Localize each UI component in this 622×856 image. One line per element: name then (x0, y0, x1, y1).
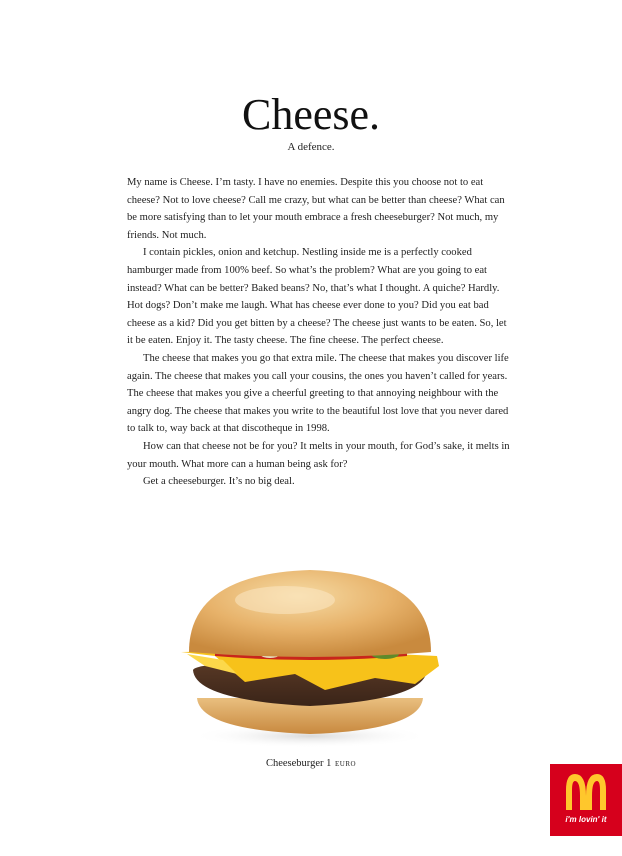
mcdonalds-logo (550, 764, 622, 836)
body-paragraph: My name is Cheese. I’m tasty. I have no enemies. Despite this you choose not to eat cheese? Not to love cheese? Call me crazy, but what can be better than cheese? What can be more satisfying than to let your mouth embrace a fresh cheeseburger? Not much, my friends. Not much. (127, 177, 505, 241)
body-paragraph: The cheese that makes you go that extra mile. The cheese that makes you discover life again. The cheese that makes you call your cousins, the ones you haven’t called for years. The cheese that makes you give a cheerful greeting to that annoying neighbour with the angry dog. The cheese that makes you write to the beautiful lost love that you never dared to talk to, way back at that discotheque in 1998. (127, 352, 509, 435)
price-caption (0, 758, 622, 769)
body-paragraph: How can that cheese not be for you? It melts in your mouth, for God’s sake, it melts in your mouth. What more can a human being ask for? (127, 440, 510, 470)
product-price: 1 euro (326, 758, 357, 769)
cheeseburger-image (175, 570, 445, 750)
logo-tagline: i'm lovin' it (565, 815, 607, 824)
body-paragraph: Get a cheeseburger. It’s no big deal. (143, 476, 295, 488)
subheadline: A defence. (287, 141, 335, 153)
headline: Cheese. (241, 90, 381, 139)
golden-arches-icon (564, 772, 608, 810)
body-copy (127, 174, 515, 491)
body-paragraph: I contain pickles, onion and ketchup. Nestling inside me is a perfectly cooked hamburger made from 100% beef. So what’s the problem? What are you going to eat instead? What can be better? Baked beans? No, that’s what I thought. A quiche? Hardly. Hot dogs? Don’t make me laugh. What has cheese ever done to you? Did you eat bad cheese as a kid? Did you get bitten by a cheese? The cheese just wants to be eaten. So, let it be eaten. Enjoy it. The tasty cheese. The fine cheese. The perfect cheese. (127, 247, 507, 347)
product-name: Cheeseburger (265, 758, 324, 769)
